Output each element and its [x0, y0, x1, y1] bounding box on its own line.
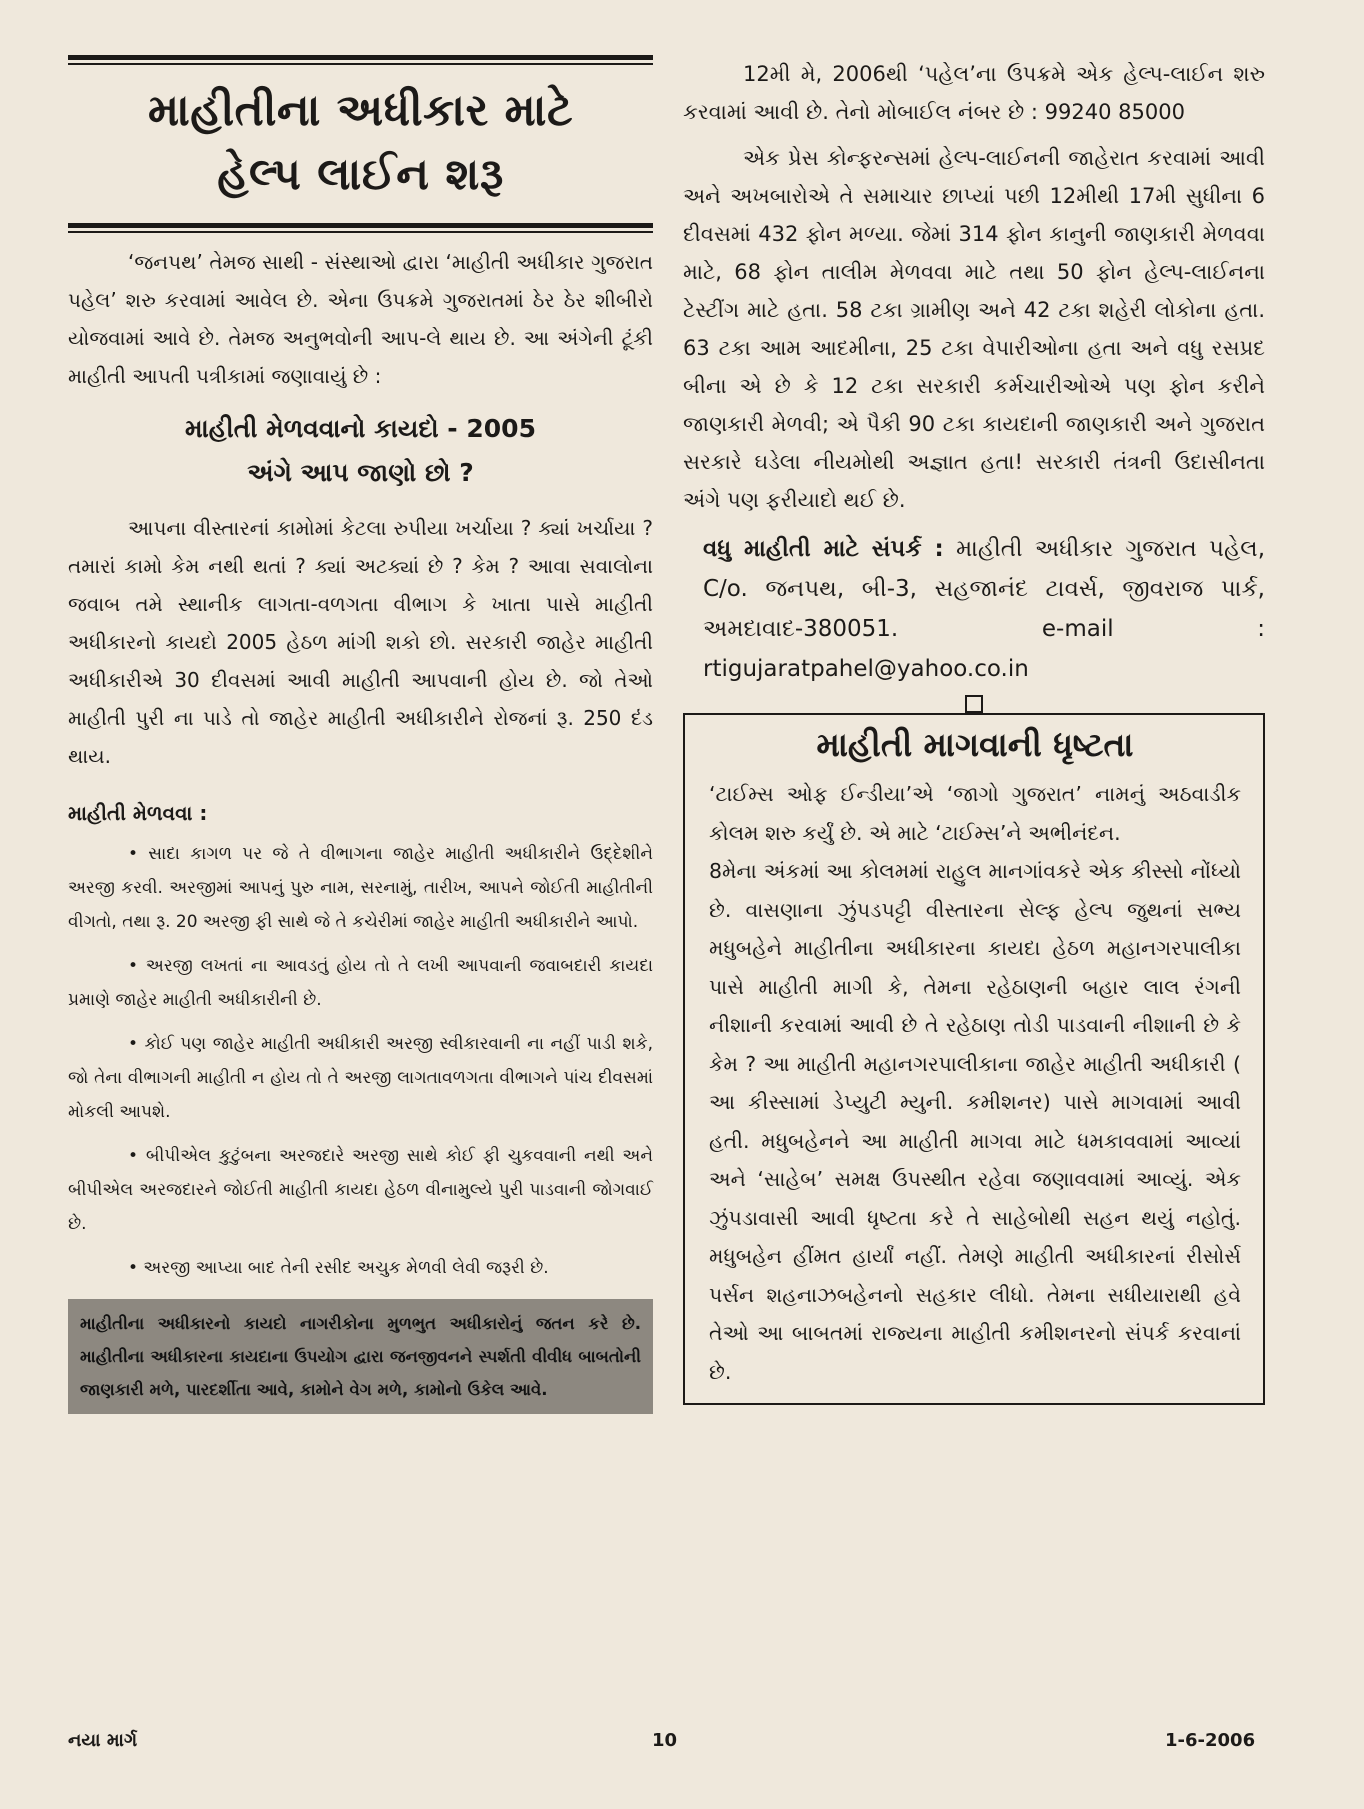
footer-page-number: 10 — [652, 1730, 678, 1751]
boxed-article-para2: 8મેના અંકમાં આ કોલમમાં રાહુલ માનગાંવકરે એક કીસ્સો નોંધ્યો છે. વાસણાના ઝુંપડપટ્ટી વીસ્તારના સેલ્ફ હેલ્પ જુથનાં સભ્ય મધુબહેને માહીતીના અધીકારના કાયદા હેઠળ મહાનગરપાલીકા પાસે માહીતી માગી કે, તેમના રહેઠાણની બહાર લાલ રંગની નીશાની કરવામાં આવી છે તે રહેઠાણ તોડી પાડવાની નીશાની છે કે કેમ ? આ માહીતી મહાનગરપાલીકાના જાહેર માહીતી અધીકારી ( આ કીસ્સામાં ડેપ્યુટી મ્યુની. કમીશનર) પાસે માગવામાં આવી હતી. મધુબહેનને આ માહીતી માગવા માટે ધમકાવવામાં આવ્યાં અને ‘સાહેબ’ સમક્ષ ઉપસ્થીત રહેવા જણાવવામાં આવ્યું. એક ઝુંપડાવાસી આવી ધૃષ્ટતા કરે તે સાહેબોથી સહન થયું નહોતું. મધુબહેન હીંમત હાર્યાં નહીં. તેમણે માહીતી અધીકારનાં રીસોર્સ પર્સન શહનાઝબહેનનો સહકાર લીધો. તેમના સધીયારાથી હવે તેઓ આ બાબતમાં રાજ્યના માહીતી કમીશનરનો સંપર્ક કરવાનાં છે. — [709, 859, 1241, 1384]
footer-magazine-name: નયા માર્ગ — [68, 1730, 138, 1751]
top-rule-thin — [68, 63, 653, 65]
subhead — [68, 407, 653, 495]
subhead-line1: માહીતી મેળવવાનો કાયદો - 2005 — [185, 414, 536, 443]
headline-bottom-rule-thin — [68, 231, 653, 233]
right-column — [683, 55, 1265, 1405]
subhead-line2: અંગે આપ જાણો છો ? — [247, 458, 474, 487]
bullet-item: • કોઈ પણ જાહેર માહીતી અધીકારી અરજી સ્વીકારવાની ના નહીં પાડી શકે, જો તેના વીભાગની માહીતી ન હોય તો તે અરજી લાગતાવળગતા વીભાગને પાંચ દીવસમાં મોકલી આપશે. — [68, 1034, 653, 1122]
intro-paragraph: ‘જનપથ’ તેમજ સાથી - સંસ્થાઓ દ્વારા ‘માહીતી અધીકાર ગુજરાત પહેલ’ શરુ કરવામાં આવેલ છે. એના ઉપક્રમે ગુજરાતમાં ઠેર ઠેર શીબીરો યોજવામાં આવે છે. તેમજ અનુભવોની આપ-લે થાય છે. આ અંગેની ટૂંકી માહીતી આપતી પત્રીકામાં જણાવાયું છે : — [68, 250, 653, 388]
headline-bottom-rule — [68, 223, 653, 228]
bullet-item: • અરજી લખતાં ના આવડતું હોય તો તે લખી આપવાની જવાબદારી કાયદા પ્રમાણે જાહેર માહીતી અધીકારીની છે. — [68, 956, 653, 1010]
headline-line1: માહીતીના અધીકાર માટે — [147, 85, 574, 136]
headline — [68, 79, 653, 207]
section-heading: માહીતી મેળવવા : — [68, 801, 208, 825]
press-conference-paragraph: એક પ્રેસ કોન્ફરન્સમાં હેલ્પ-લાઈનની જાહેરાત કરવામાં આવી અને અખબારોએ તે સમાચાર છાપ્યાં પછી 12મીથી 17મી સુધીના 6 દીવસમાં 432 ફોન મળ્યા. જેમાં 314 ફોન કાનુની જાણકારી મેળવવા માટે, 68 ફોન તાલીમ મેળવવા માટે તથા 50 ફોન હેલ્પ-લાઈનના ટેસ્ટીંગ માટે હતા. 58 ટકા ગ્રામીણ અને 42 ટકા શહેરી લોકોના હતા. 63 ટકા આમ આદમીના, 25 ટકા વેપારીઓના હતા અને વધુ રસપ્રદ બીના એ છે કે 12 ટકા સરકારી કર્મચારીઓએ પણ ફોન કરીને જાણકારી મેળવી; એ પૈકી 90 ટકા કાયદાની જાણકારી અને ગુજરાત સરકારે ઘડેલા નીયમોથી અજ્ઞાત હતા! સરકારી તંત્રની ઉદાસીનતા અંગે પણ ફરીયાદો થઈ છે. — [683, 146, 1265, 512]
headline-line2: હેલ્પ લાઈન શરૂ — [217, 149, 504, 200]
end-mark-icon — [965, 695, 983, 713]
bullet-item: • અરજી આપ્યા બાદ તેની રસીદ અચુક મેળવી લેવી જરૂરી છે. — [128, 1258, 549, 1278]
boxed-article-para1: ‘ટાઈમ્સ ઓફ ઈન્ડીયા’એ ‘જાગો ગુજરાત’ નામનું અઠવાડીક કોલમ શરુ કર્યું છે. એ માટે ‘ટાઈમ્સ’ને અભીનંદન. — [709, 782, 1241, 845]
boxed-article-title: માહીતી માગવાની ધૃષ્ટતા — [816, 725, 1134, 764]
bullet-item: • સાદા કાગળ પર જે તે વીભાગના જાહેર માહીતી અધીકારીને ઉદ્દેશીને અરજી કરવી. અરજીમાં આપનું પુરુ નામ, સરનામું, તારીખ, આપને જોઈતી માહીતીની વીગતો, તથા રૂ. 20 અરજી ફી સાથે જે તે કચેરીમાં જાહેર માહીતી અધીકારીને આપો. — [68, 844, 653, 932]
contact-text: માહીતી અધીકાર ગુજરાત પહેલ, C/o. જનપથ, બી-3, સહજાનંદ ટાવર્સ, જીવરાજ પાર્ક, અમદાવાદ-380051. e-mail : rtigujaratpahel@yahoo.co.in — [703, 536, 1266, 682]
footer-date: 1-6-2006 — [1165, 1730, 1256, 1751]
helpline-paragraph: 12મી મે, 2006થી ‘પહેલ’ના ઉપક્રમે એક હેલ્પ-લાઈન શરુ કરવામાં આવી છે. તેનો મોબાઈલ નંબર છે : 99240 85000 — [683, 62, 1265, 124]
bullet-item: • બીપીએલ કુટુંબના અરજદારે અરજી સાથે કોઈ ફી ચુકવવાની નથી અને બીપીએલ અરજદારને જોઈતી માહીતી કાયદા હેઠળ વીનામુલ્યે પુરી પાડવાની જોગવાઈ છે. — [68, 1146, 653, 1234]
contact-block — [683, 529, 1265, 689]
rti-paragraph: આપના વીસ્તારનાં કામોમાં કેટલા રુપીયા ખર્ચાયા ? ક્યાં ખર્ચાયા ? તમારાં કામો કેમ નથી થતાં ? ક્યાં અટક્યાં છે ? કેમ ? આવા સવાલોના જવાબ તમે સ્થાનીક લાગતા-વળગતા વીભાગ કે ખાતા પાસે માહીતી અધીકારનો કાયદો 2005 હેઠળ માંગી શકો છો. સરકારી જાહેર માહીતી અધીકારીએ 30 દીવસમાં આવી માહીતી આપવાની હોય છે. જો તેઓ માહીતી પુરી ના પાડે તો જાહેર માહીતી અધીકારીને રોજનાં રૂ. 250 દંડ થાય. — [68, 516, 653, 768]
highlight-box: માહીતીના અધીકારનો કાયદો નાગરીકોના મુળભુત અધીકારોનું જતન કરે છે. માહીતીના અધીકારના કાયદાના ઉપયોગ દ્વારા જનજીવનને સ્પર્શતી વીવીધ બાબતોની જાણકારી મળે, પારદર્શીતા આવે, કામોને વેગ મળે, કામોનો ઉકેલ આવે. — [68, 1299, 653, 1414]
contact-label: વધુ માહીતી માટે સંપર્ક : — [703, 536, 944, 562]
left-column — [68, 55, 653, 1414]
boxed-article — [683, 713, 1265, 1405]
top-rule — [68, 55, 653, 60]
